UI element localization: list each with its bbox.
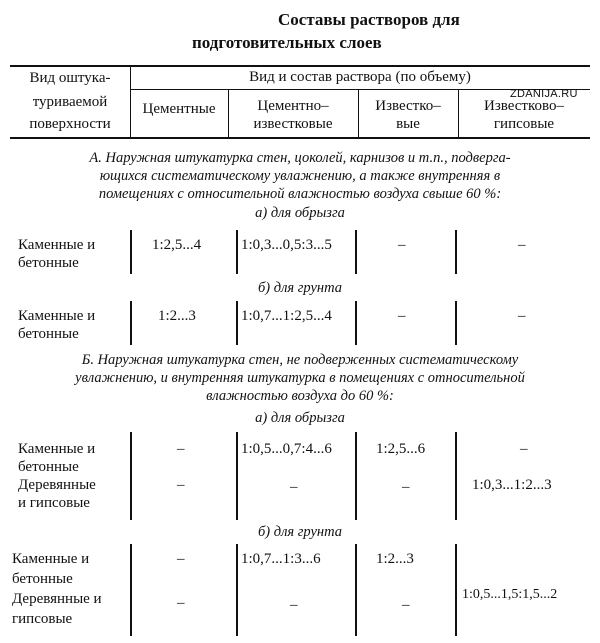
header-surface-line-3: поверхности bbox=[29, 116, 111, 132]
a-row1-cement: 1:2,5...4 bbox=[152, 237, 202, 253]
row-divider bbox=[130, 301, 132, 345]
a-row2-cement: 1:2...3 bbox=[158, 308, 196, 324]
row-divider bbox=[236, 544, 238, 636]
row-divider bbox=[355, 230, 357, 274]
b-row3-surface-2: бетонные bbox=[12, 571, 73, 587]
b-row1-cement-lime: 1:0,5...0,7:4...6 bbox=[241, 441, 332, 457]
row-divider bbox=[455, 544, 457, 636]
b-row4-lime: – bbox=[402, 597, 410, 613]
section-a-line-1: А. Наружная штукатурка стен, цоколей, карнизов и т.п., подверга- bbox=[89, 150, 511, 166]
b-row1-cement: – bbox=[177, 441, 185, 457]
header-top-rule bbox=[10, 65, 590, 67]
b-row4-cement-lime: – bbox=[290, 597, 298, 613]
header-surface-line-2: туриваемой bbox=[32, 94, 108, 110]
header-col-lime-1: Известко– bbox=[375, 98, 441, 114]
a-row1-lime: – bbox=[398, 237, 406, 253]
header-col-cement-lime-1: Цементно– bbox=[257, 98, 329, 114]
section-b-sub-b: б) для грунта bbox=[257, 524, 342, 540]
row-divider bbox=[130, 544, 132, 636]
b-row3-cement-lime: 1:0,7...1:3...6 bbox=[241, 551, 321, 567]
b-row4-lime-gypsum: 1:0,5...1,5:1,5...2 bbox=[462, 587, 558, 602]
b-row2-lime-gypsum: 1:0,3...1:2...3 bbox=[472, 477, 552, 493]
b-row1-surface-1: Каменные и bbox=[18, 441, 96, 457]
row-divider bbox=[455, 301, 457, 345]
title-line-2: подготовительных слоев bbox=[192, 33, 382, 52]
section-a-line-2: ющихся систематическому увлажнению, а также внутренняя в bbox=[99, 168, 501, 184]
a-row1-surface-1: Каменные и bbox=[18, 237, 96, 253]
b-row2-cement: – bbox=[177, 477, 185, 493]
watermark: ZDANIJA.RU bbox=[510, 88, 578, 100]
row-divider bbox=[130, 432, 132, 520]
a-row1-lime-gypsum: – bbox=[518, 237, 526, 253]
section-b-line-2: увлажнению, и внутренняя штукатурка в помещениях с относительной bbox=[75, 370, 525, 386]
section-b-sub-a: а) для обрызга bbox=[255, 410, 345, 426]
a-row1-cement-lime: 1:0,3...0,5:3...5 bbox=[241, 237, 332, 253]
header-col-lime-2: вые bbox=[396, 116, 420, 132]
row-divider bbox=[130, 230, 132, 274]
row-divider bbox=[355, 544, 357, 636]
row-divider bbox=[236, 432, 238, 520]
b-row3-lime: 1:2...3 bbox=[376, 551, 414, 567]
a-row2-surface-2: бетонные bbox=[18, 326, 79, 342]
b-row2-lime: – bbox=[402, 479, 410, 495]
b-row3-surface-1: Каменные и bbox=[12, 551, 90, 567]
a-row1-surface-2: бетонные bbox=[18, 255, 79, 271]
b-row1-surface-2: бетонные bbox=[18, 459, 79, 475]
row-divider bbox=[236, 230, 238, 274]
b-row4-surface-1: Деревянные и bbox=[12, 591, 102, 607]
row-divider bbox=[455, 230, 457, 274]
section-a-sub-b: б) для грунта bbox=[257, 280, 342, 296]
row-divider bbox=[355, 301, 357, 345]
header-col-cement: Цементные bbox=[142, 101, 216, 117]
section-b-line-3: влажностью воздуха до 60 %: bbox=[206, 388, 394, 404]
a-row2-lime: – bbox=[398, 308, 406, 324]
b-row1-lime-gypsum: – bbox=[520, 441, 528, 457]
b-row2-cement-lime: – bbox=[290, 479, 298, 495]
b-row2-surface-1: Деревянные bbox=[18, 477, 96, 493]
header-surface-line-1: Вид оштука- bbox=[29, 70, 111, 86]
row-divider bbox=[455, 432, 457, 520]
section-a-line-3: помещениях с относительной влажностью воздуха свыше 60 %: bbox=[98, 186, 502, 202]
header-group: Вид и состав раствора (по объему) bbox=[249, 69, 471, 85]
b-row4-cement: – bbox=[177, 595, 185, 611]
section-b-line-1: Б. Наружная штукатурка стен, не подверженных систематическому bbox=[81, 352, 519, 368]
a-row2-cement-lime: 1:0,7...1:2,5...4 bbox=[241, 308, 332, 324]
a-row2-surface-1: Каменные и bbox=[18, 308, 96, 324]
header-bottom-rule bbox=[10, 137, 590, 139]
b-row1-lime: 1:2,5...6 bbox=[376, 441, 426, 457]
header-col-cement-lime-2: известковые bbox=[253, 116, 333, 132]
b-row3-cement: – bbox=[177, 551, 185, 567]
title-line-1: Составы растворов для bbox=[278, 10, 460, 29]
header-col-lime-gypsum-2: гипсовые bbox=[493, 116, 555, 132]
row-divider bbox=[236, 301, 238, 345]
row-divider bbox=[355, 432, 357, 520]
b-row4-surface-2: гипсовые bbox=[12, 611, 73, 627]
section-a-sub-a: а) для обрызга bbox=[255, 205, 345, 221]
a-row2-lime-gypsum: – bbox=[518, 308, 526, 324]
header-col-lime-gypsum-1: Известково– bbox=[483, 98, 564, 114]
b-row2-surface-2: и гипсовые bbox=[18, 495, 90, 511]
